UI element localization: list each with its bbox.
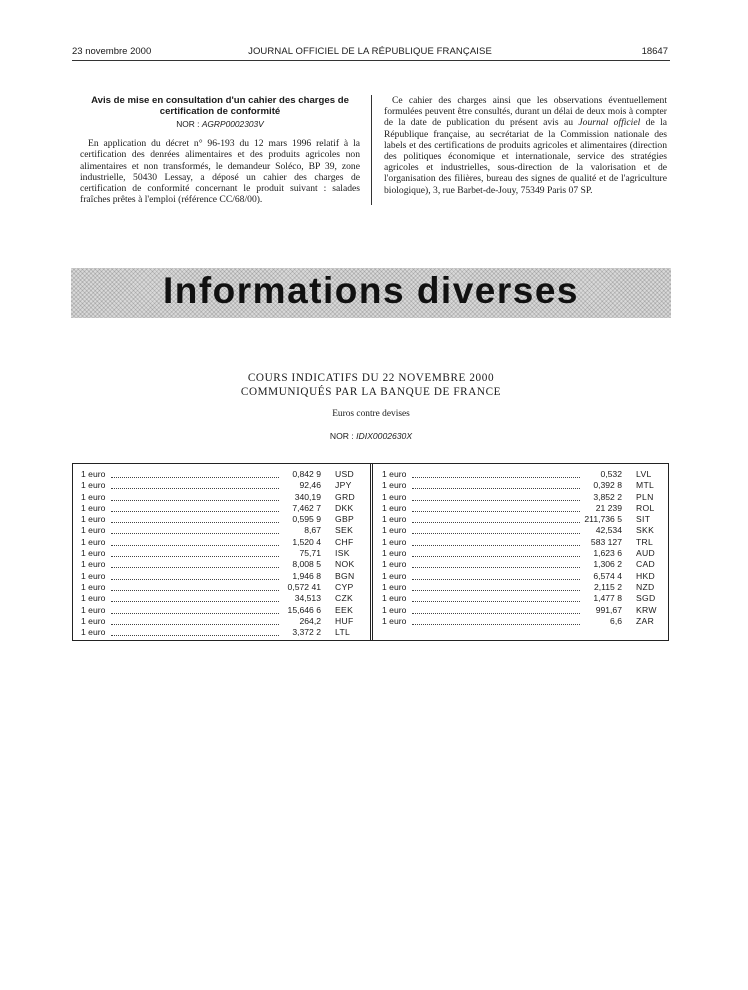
- rate-row: [81, 514, 361, 525]
- rate-label: 1 euro: [382, 548, 407, 559]
- rate-row: [382, 492, 662, 503]
- rate-row: [81, 559, 361, 570]
- rate-value: 1,477 8: [593, 593, 622, 604]
- currency-code: USD: [335, 469, 355, 479]
- rate-label: 1 euro: [382, 502, 407, 513]
- avis-paragraph-2-end: de la République française, au secrétariat de la Commission nationale des labels et des certifications de produits agricoles et alimentaires (direction des politiques économique et internationale, service des stratégies agricoles et industrielles, sous-direction de la valorisation et de l'organisation des filières, bureau des signes de qualité et de l'agriculture biologique), 3, rue Barbet-de-Jouy, 75349 Paris 07 SP.: [384, 117, 667, 196]
- leader-dots: [412, 590, 580, 591]
- cours-nor: [72, 431, 670, 441]
- currency-code: AUD: [636, 548, 656, 559]
- rate-label: 1 euro: [81, 525, 106, 536]
- rate-value: 1,946 8: [292, 570, 321, 581]
- rate-row: [81, 492, 361, 503]
- rate-value: 2,115 2: [593, 581, 622, 592]
- leader-dots: [111, 613, 279, 614]
- avis-paragraph-2-journal: Journal officiel: [578, 117, 641, 129]
- currency-code: TRL: [636, 536, 654, 547]
- rate-label: 1 euro: [81, 491, 106, 502]
- rate-label: 1 euro: [382, 469, 407, 479]
- leader-dots: [111, 635, 279, 636]
- rate-row: [81, 537, 361, 548]
- currency-code: LVL: [636, 469, 652, 479]
- leader-dots: [111, 545, 279, 546]
- leader-dots: [412, 601, 580, 602]
- rate-row: [81, 503, 361, 514]
- rate-value: 0,595 9: [292, 514, 321, 525]
- rate-row: [81, 605, 361, 616]
- cours-nor-code: IDIX0002630X: [356, 431, 413, 441]
- currency-code: SKK: [636, 525, 655, 536]
- rate-value: 991,67: [595, 604, 622, 615]
- rate-row: [81, 548, 361, 559]
- leader-dots: [412, 477, 580, 478]
- rate-value: 0,572 41: [287, 581, 321, 592]
- rate-row: [81, 582, 361, 593]
- currency-code: HUF: [335, 615, 354, 626]
- rate-label: 1 euro: [81, 581, 106, 592]
- rate-row: [81, 525, 361, 536]
- rate-row: [81, 571, 361, 582]
- exchange-rate-table: [72, 463, 669, 641]
- rate-label: 1 euro: [382, 570, 407, 581]
- cours-subtitle: Euros contre devises: [332, 409, 410, 419]
- currency-code: EEK: [335, 604, 354, 615]
- currency-code: MTL: [636, 480, 655, 491]
- rate-value: 8,67: [304, 525, 321, 536]
- avis-title: Avis de mise en consultation d'un cahier des charges de certification de conformité: [91, 95, 349, 117]
- rate-row: [382, 514, 662, 525]
- leader-dots: [111, 579, 279, 580]
- leader-dots: [111, 624, 279, 625]
- currency-code: CZK: [335, 593, 354, 604]
- leader-dots: [111, 533, 279, 534]
- leader-dots: [412, 511, 580, 512]
- leader-dots: [111, 590, 279, 591]
- rate-value: 21 239: [595, 502, 622, 513]
- rate-label: 1 euro: [382, 525, 407, 536]
- leader-dots: [412, 545, 580, 546]
- rate-row: [81, 469, 361, 480]
- rate-value: 34,513: [294, 593, 321, 604]
- leader-dots: [111, 511, 279, 512]
- currency-code: CYP: [335, 581, 354, 592]
- rate-row: [382, 548, 662, 559]
- currency-code: CAD: [636, 559, 656, 570]
- leader-dots: [412, 579, 580, 580]
- leader-dots: [111, 556, 279, 557]
- currency-code: ZAR: [636, 615, 655, 626]
- currency-code: GRD: [335, 491, 355, 502]
- rate-label: 1 euro: [382, 480, 407, 491]
- leader-dots: [111, 567, 279, 568]
- rate-label: 1 euro: [81, 514, 106, 525]
- header-rule: [72, 60, 670, 61]
- rate-label: 1 euro: [81, 548, 106, 559]
- leader-dots: [412, 624, 580, 625]
- rate-value: 6,574 4: [593, 570, 622, 581]
- currency-code: ROL: [636, 502, 655, 513]
- rate-label: 1 euro: [81, 604, 106, 615]
- avis-paragraph-2-start: Ce cahier des charges ainsi que les observations éventuellement formulées peuvent être consultés, durant un délai de deux mois à compter de la date de publication du présent avis au: [384, 95, 667, 129]
- rate-row: [382, 605, 662, 616]
- rate-label: 1 euro: [382, 536, 407, 547]
- header-date: 23 novembre 2000: [72, 46, 152, 57]
- rate-label: 1 euro: [81, 615, 106, 626]
- rate-row: [81, 627, 361, 638]
- avis-paragraph-2: [384, 95, 667, 196]
- currency-code: ISK: [335, 548, 350, 559]
- rate-label: 1 euro: [382, 491, 407, 502]
- rate-value: 0,392 8: [593, 480, 622, 491]
- currency-code: SIT: [636, 514, 651, 525]
- rate-label: 1 euro: [382, 514, 407, 525]
- rate-row: [382, 469, 662, 480]
- cours-title: [72, 371, 670, 399]
- avis-column-left: [80, 95, 360, 205]
- rates-column-right: [382, 469, 662, 627]
- currency-code: HKD: [636, 570, 656, 581]
- table-column-divider: [370, 464, 373, 640]
- leader-dots: [412, 567, 580, 568]
- rate-value: 3,852 2: [593, 491, 622, 502]
- rate-value: 264,2: [299, 615, 321, 626]
- leader-dots: [412, 488, 580, 489]
- rate-label: 1 euro: [81, 502, 106, 513]
- leader-dots: [111, 477, 279, 478]
- currency-code: BGN: [335, 570, 355, 581]
- rates-column-left: [81, 469, 361, 638]
- rate-value: 211,736 5: [584, 514, 622, 525]
- rate-label: 1 euro: [81, 559, 106, 570]
- rate-value: 6,6: [610, 615, 622, 626]
- rate-label: 1 euro: [81, 469, 106, 479]
- leader-dots: [412, 556, 580, 557]
- currency-code: GBP: [335, 514, 355, 525]
- cours-title-line-2: COMMUNIQUÉS PAR LA BANQUE DE FRANCE: [240, 386, 502, 398]
- currency-code: SGD: [636, 593, 656, 604]
- rate-row: [382, 525, 662, 536]
- rate-row: [382, 582, 662, 593]
- header-journal-title: JOURNAL OFFICIEL DE LA RÉPUBLIQUE FRANÇAISE: [248, 46, 492, 57]
- rate-row: [81, 616, 361, 627]
- rate-label: 1 euro: [81, 570, 106, 581]
- cours-title-line-1: COURS INDICATIFS DU 22 NOVEMBRE 2000: [247, 372, 495, 384]
- leader-dots: [412, 500, 580, 501]
- rate-row: [382, 593, 662, 604]
- rate-row: [81, 480, 361, 491]
- leader-dots: [111, 601, 279, 602]
- avis-nor-code: AGRP0002303V: [201, 119, 264, 129]
- rate-value: 3,372 2: [292, 627, 321, 638]
- rate-value: 1,306 2: [593, 559, 622, 570]
- rate-row: [382, 503, 662, 514]
- rate-value: 15,646 6: [287, 604, 321, 615]
- avis-paragraph-1: En application du décret n° 96-193 du 12 mars 1996 relatif à la certification des denrées alimentaires et des produits agricoles non alimentaires et non transformés, le demandeur Soléco, BP 39, zone industrielle, 50430 Lessay, a déposé un cahier des charges de certification de conformité concernant le produit suivant : salades fraîches prêtes à l'emploi (référence CC/68/00).: [80, 138, 360, 206]
- rate-label: 1 euro: [382, 581, 407, 592]
- avis-nor-label: NOR :: [176, 119, 202, 129]
- rate-row: [81, 593, 361, 604]
- header-page-number: 18647: [641, 46, 668, 57]
- rate-row: [382, 537, 662, 548]
- rate-value: 583 127: [590, 536, 622, 547]
- rate-row: [382, 616, 662, 627]
- rate-value: 0,532: [600, 469, 622, 479]
- currency-code: JPY: [335, 480, 352, 491]
- leader-dots: [111, 522, 279, 523]
- avis-nor: [80, 119, 360, 130]
- rate-label: 1 euro: [382, 559, 407, 570]
- cours-nor-label: NOR :: [329, 431, 357, 441]
- leader-dots: [111, 488, 279, 489]
- rate-value: 7,462 7: [292, 502, 321, 513]
- currency-code: KRW: [636, 604, 657, 615]
- rate-value: 42,534: [595, 525, 622, 536]
- rate-value: 1,623 6: [593, 548, 622, 559]
- currency-code: CHF: [335, 536, 354, 547]
- rate-label: 1 euro: [382, 593, 407, 604]
- currency-code: NZD: [636, 581, 655, 592]
- column-divider: [371, 95, 372, 205]
- rate-row: [382, 559, 662, 570]
- currency-code: SEK: [335, 525, 354, 536]
- rate-label: 1 euro: [81, 480, 106, 491]
- section-banner: [71, 268, 671, 318]
- rate-value: 1,520 4: [292, 536, 321, 547]
- rate-label: 1 euro: [81, 593, 106, 604]
- rate-value: 75,71: [299, 548, 321, 559]
- currency-code: LTL: [335, 627, 351, 638]
- avis-column-right: [384, 95, 667, 196]
- rate-row: [382, 480, 662, 491]
- rate-label: 1 euro: [382, 615, 407, 626]
- currency-code: DKK: [335, 502, 354, 513]
- currency-code: PLN: [636, 491, 654, 502]
- currency-code: NOK: [335, 559, 355, 570]
- section-banner-title: Informations diverses: [162, 270, 579, 311]
- rate-row: [382, 571, 662, 582]
- rate-label: 1 euro: [81, 536, 106, 547]
- rate-value: 0,842 9: [292, 469, 321, 479]
- leader-dots: [412, 613, 580, 614]
- leader-dots: [412, 533, 580, 534]
- rate-value: 8,008 5: [292, 559, 321, 570]
- rate-value: 92,46: [299, 480, 321, 491]
- leader-dots: [111, 500, 279, 501]
- rate-label: 1 euro: [382, 604, 407, 615]
- rate-value: 340,19: [294, 491, 321, 502]
- rate-label: 1 euro: [81, 627, 106, 638]
- leader-dots: [412, 522, 580, 523]
